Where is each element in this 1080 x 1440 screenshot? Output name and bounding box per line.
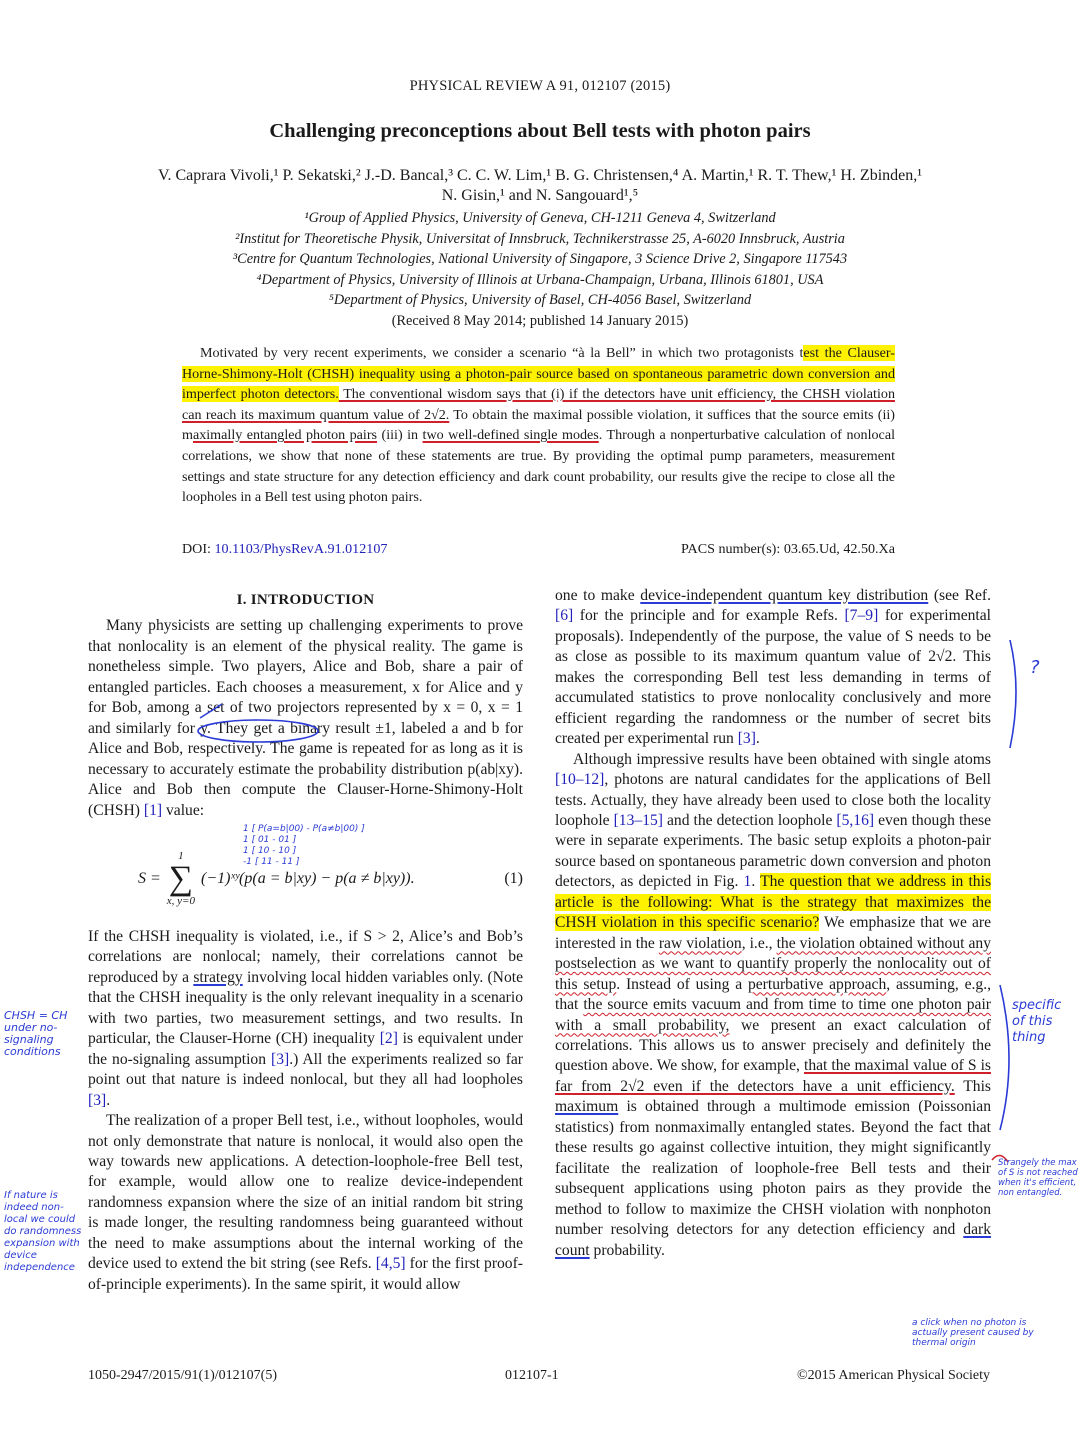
body-text: one to make <box>555 587 641 604</box>
citation-link[interactable]: [2] <box>379 1030 398 1048</box>
paper-title: Challenging preconceptions about Bell tests with photon pairs <box>269 120 811 142</box>
paragraph <box>88 927 523 1111</box>
citation-link[interactable]: [13–15] <box>613 811 663 829</box>
margin-note-specific: specific of this thing <box>1012 998 1062 1045</box>
abstract-paragraph <box>182 343 895 508</box>
margin-question-mark: ? <box>1030 657 1040 678</box>
body-text: , photons are natural candidates for the applications of Bell tests. Actually, they have already been used to close both the locality loophole <box>555 771 991 829</box>
right-column <box>555 586 991 1261</box>
citation-link[interactable]: [10–12] <box>555 771 605 789</box>
abstract-text: . Through a nonperturbative calculation of nonlocal correlations, we show that none of these statements are true. By providing the optimal pump parameters, measurement settings and state structure for any detection efficiency and dark count probability, our results give the recipe to close all the loopholes in a Bell test using photon pairs. <box>182 427 895 506</box>
body-text: . Instead of using a <box>616 975 748 993</box>
abstract <box>182 343 895 508</box>
blue-underlined-text: strategy <box>193 968 243 986</box>
margin-note-nature: If nature is indeed non-local we could do randomness expansion with device independence <box>4 1190 82 1273</box>
abstract-text: (iii) in <box>377 427 423 444</box>
equation-number: (1) <box>504 869 523 887</box>
blue-underlined-text: maximum <box>555 1098 619 1116</box>
body-text: If the CHSH inequality is violated, i.e., if S > 2, Alice’s and Bob’s correlations are nonlocal; namely, their correlations cannot be reproduced by a <box>88 927 523 986</box>
handwritten-table-note: 1 [ P(a=b|00) - P(a≠b|00) ] 1 [ 01 - 01 ] 1 [ 10 - 10 ] -1 [ 11 - 11 ] <box>243 824 365 867</box>
body-text: Although impressive results have been obtained with single atoms <box>573 750 991 768</box>
abstract-text: Motivated by very recent experiments, we consider a scenario “à la Bell” in which two protagonists t <box>200 345 804 361</box>
authors-line-1: V. Caprara Vivoli,¹ P. Sekatski,² J.-D. Bancal,³ C. C. W. Lim,¹ B. G. Christensen,⁴ A. Martin,¹ R. T. Thew,¹ H. Zbinden,¹ <box>157 167 923 184</box>
citation-link[interactable]: [3] <box>88 1091 107 1109</box>
red-underlined-text: that the maximal value of S is far from 2√2 even if the detectors have a unit efficiency. <box>555 1057 991 1095</box>
received-date: (Received 8 May 2014; published 14 January 2015) <box>391 312 689 329</box>
blue-underlined-text: dark count <box>555 1221 991 1259</box>
affiliation-3: ³Centre for Quantum Technologies, National University of Singapore, 3 Science Drive 2, Singapore 117543 <box>232 251 848 267</box>
body-text: and the detection loophole <box>662 811 837 829</box>
citation-link[interactable]: [6] <box>555 607 574 625</box>
body-text: Many physicists are setting up challenging experiments to prove that nonlocality is an element of the physical reality. The game is nonetheless simple. Two players, Alice and Bob, share a pair of entangled particles. Each chooses a measurement, x for Alice and y for Bob, among a set of two projectors represented by x = 0, x = 1 and similarly for y. They get a binary result ±1, labeled a and b for Alice and Bob, respectively. The game is repeated for as long as it is necessary to accurately estimate the probability distribution p(ab|xy). Alice and Bob then compute the Clauser-Horne-Shimony-Holt (CHSH) <box>88 617 523 819</box>
citation-link[interactable]: [7–9] <box>844 607 879 625</box>
margin-note-dark-count: a click when no photon is actually present caused by thermal origin <box>912 1318 1034 1348</box>
red-underlined-text: The conventional wisdom says that (i) if the detectors have unit efficiency, the CHSH violation can reach its maximum quantum value of 2√2. <box>182 386 895 423</box>
wavy-underlined-text: raw violation <box>658 934 742 952</box>
pacs-numbers: PACS number(s): 03.65.Ud, 42.50.Xa <box>680 541 895 557</box>
body-text: involving local hidden variables only. (Note that the CHSH inequality is the only relevant inequality in a scenario with two parties, two measurement settings, and two results. In particular, the Clauser-Horne (CH) inequality <box>88 968 523 1048</box>
highlighted-text: The question that we address in this article is the following: What is the strategy that maximizes the CHSH violation in this specific scenario? <box>555 873 992 932</box>
citation-link[interactable]: [5,16] <box>836 811 875 829</box>
body-text: is obtained through a multimode emission (Poissonian statistics) from nonmaximally entangled states. Beyond the fact that these results go against collective intuition, they might significantly facilitate the realization of loophole-free Bell tests and their subsequent applications using photon pairs as they provide the method to follow to maximize the CHSH violation with nonphoton number resolving detectors for any detection efficiency and <box>555 1098 991 1239</box>
figure-link[interactable]: 1 <box>743 873 752 891</box>
paragraph <box>88 616 523 821</box>
citation-link[interactable]: [3] <box>737 730 756 748</box>
paragraph <box>88 1111 523 1295</box>
author-list <box>90 166 990 206</box>
brace-mark <box>1000 985 1009 1130</box>
footer-page-number: 012107-1 <box>505 1368 559 1383</box>
body-text: We emphasize that we are interested in the <box>555 914 991 952</box>
blue-underlined-text: device-independent quantum key distribution <box>640 587 929 604</box>
citation-link[interactable]: [1] <box>143 801 163 819</box>
red-underlined-text: two well-defined single modes <box>422 427 599 444</box>
body-text: , assuming, e.g., that <box>555 975 991 1014</box>
affiliation-2: ²Institut for Theoretische Physik, Universitat of Innsbruck, Technikerstrasse 25, A-6020 Innsbruck, Austria <box>235 230 845 247</box>
highlighted-text: est the Clauser-Horne-Shimony-Holt (CHSH) inequality using a photon-pair source based on spontaneous parametric down conversion and imperfect photon detectors. <box>182 345 895 403</box>
section-heading: I. INTRODUCTION <box>236 592 375 608</box>
affiliation-1: ¹Group of Applied Physics, University of Geneva, CH-1211 Geneva 4, Switzerland <box>304 210 776 226</box>
abstract-text: To obtain the maximal possible violation, it suffices that the source emits (ii) m <box>182 406 895 444</box>
left-column <box>88 590 523 1295</box>
body-text: even though these were in separate experiments. The basic setup exploits a photon-pair source based on spontaneous parametric down conversion and photon detectors, as depicted in Fig. <box>555 811 991 891</box>
affiliation-4: ⁴Department of Physics, University of Illinois at Urbana-Champaign, Urbana, Illinois 61801, USA <box>256 271 824 288</box>
body-text: (see Ref. <box>928 587 991 604</box>
body-text: This <box>954 1077 991 1095</box>
citation-link[interactable]: [3] <box>271 1050 290 1068</box>
body-text: for experimental proposals). Independently of the purpose, the value of S needs to be as close as possible to its maximum quantum value of 2√2. This makes the corresponding Bell test less demanding in terms of accumulated statistics to prove nonlocality conclusively and more efficient regarding the randomness or the number of secret bits created per experimental run <box>555 607 992 748</box>
authors-line-2: N. Gisin,¹ and N. Sangouard¹,⁵ <box>441 187 639 204</box>
body-text: we present an exact calculation of correlations. This allows us to answer precisely and definitely the question above. We show, for example, <box>555 1016 991 1075</box>
equation-rhs: (−1)ˣʸ(p(a = b|xy) − p(a ≠ b|xy)). <box>200 869 415 887</box>
body-text: . <box>755 730 760 748</box>
body-text: probability. <box>589 1241 665 1259</box>
body-text: .) All the experiments realized so far point out that nature is indeed nonlocal, but they all had loopholes <box>88 1050 523 1089</box>
footer-issn: 1050-2947/2015/91(1)/012107(5) <box>88 1368 277 1383</box>
margin-note-strangely: Strangely the max of S is not reached when it's efficient, non entangled. <box>998 1158 1078 1198</box>
sigma-glyph: ∑ <box>168 859 194 897</box>
wavy-underlined-text: the violation obtained without any postselection as we want to quantify properly the nonlocality out of this setup <box>555 934 991 993</box>
brace-mark <box>1010 640 1016 748</box>
paragraph <box>555 750 991 1261</box>
paragraph <box>555 586 991 750</box>
red-underlined-text: aximally entangled photon pairs <box>192 427 378 444</box>
wavy-underlined-text: the source emits vacuum and from time to time one photon pair with a small probability, <box>555 996 991 1034</box>
sum-upper-limit: 1 <box>178 849 184 862</box>
margin-note-chsh: CHSH = CH under no-signaling conditions <box>4 1009 68 1058</box>
body-text: value: <box>162 801 205 819</box>
body-text: . <box>106 1091 111 1109</box>
citation-link[interactable]: [4,5] <box>375 1255 406 1273</box>
affiliation-5: ⁵Department of Physics, University of Basel, CH-4056 Basel, Switzerland <box>328 292 752 308</box>
doi-label: DOI: <box>182 541 211 557</box>
doi-line <box>182 541 387 558</box>
wavy-underlined-text: perturbative approach <box>747 975 887 993</box>
affiliations <box>90 208 990 331</box>
body-text: for the first proof-of-principle experiments). In the same spirit, it would allow <box>88 1255 523 1293</box>
doi-link[interactable]: 10.1103/PhysRevA.91.012107 <box>214 541 388 557</box>
equation-lhs: S = <box>138 869 161 887</box>
sum-symbol <box>167 851 195 907</box>
body-text: , i.e., <box>741 934 777 952</box>
sum-lower-limit: x, y=0 <box>166 894 195 907</box>
body-text: for the principle and for example Refs. <box>573 607 845 625</box>
body-text: The realization of a proper Bell test, i.e., without loopholes, would not only demonstrate that nature is nonlocal, it would also open the way towards new applications. A detection-loophole-free Bell test, for example, would allow one to realize device-independent randomness expansion where the size of an initial random bit string is made longer, the resulting randomness being guaranteed without the need to make assumptions about the internal working of the device used to extend the bit string (see Refs. <box>88 1112 523 1273</box>
body-text: is equivalent under the no-signaling assumption <box>88 1030 523 1068</box>
body-text: . <box>751 873 761 891</box>
journal-header: PHYSICAL REVIEW A 91, 012107 (2015) <box>409 78 671 94</box>
footer-copyright: ©2015 American Physical Society <box>797 1368 990 1383</box>
